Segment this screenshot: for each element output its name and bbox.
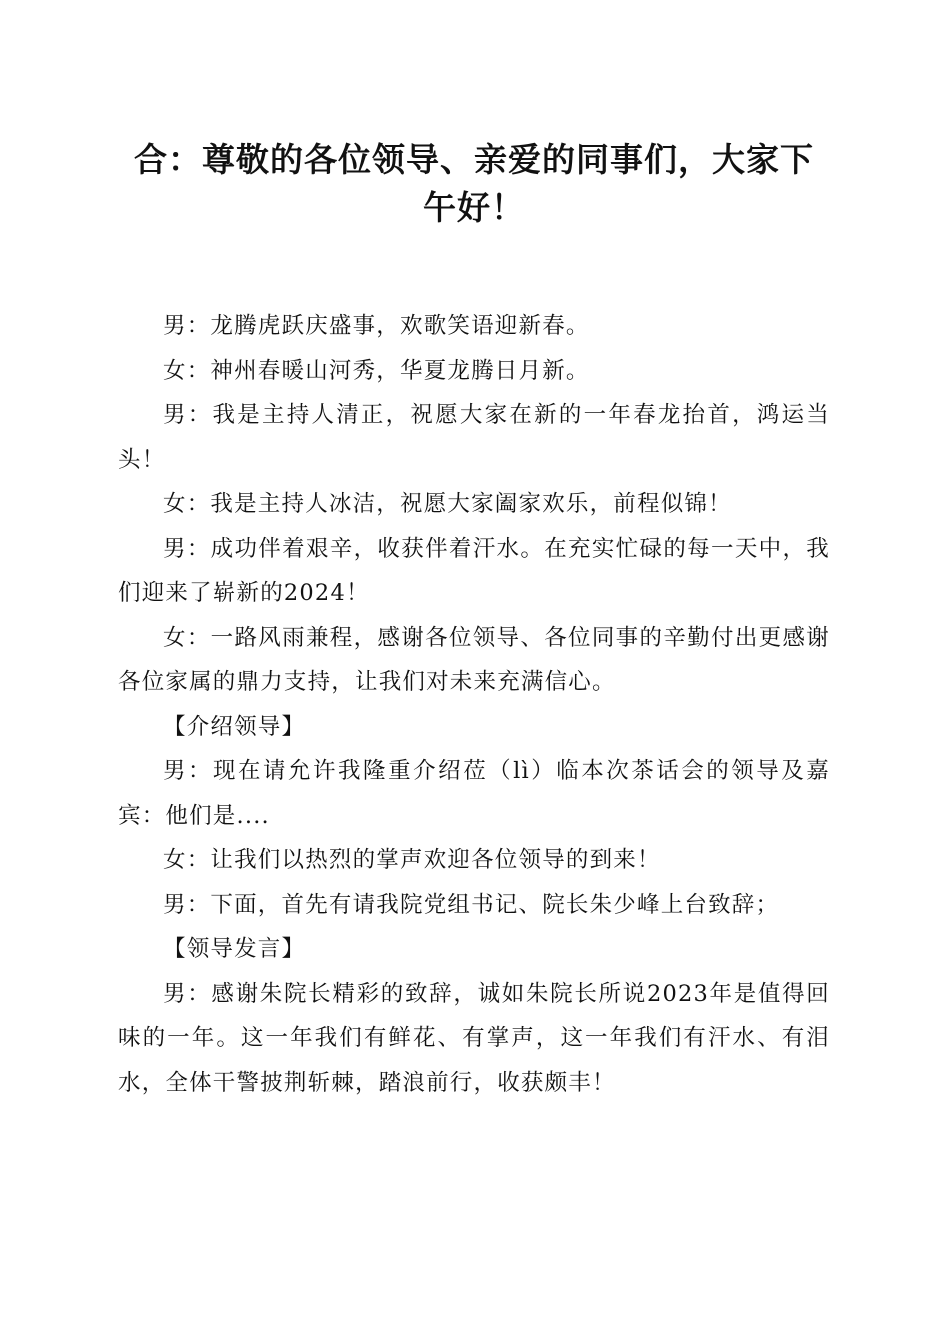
- document-page: [118, 136, 830, 1105]
- paragraph: 女：一路风雨兼程，感谢各位领导、各位同事的辛勤付出更感谢各位家属的鼎力支持，让我们对未来充满信心。: [118, 624, 830, 695]
- paragraph: 女：神州春暖山河秀，华夏龙腾日月新。: [163, 357, 590, 384]
- paragraph: 男：成功伴着艰辛，收获伴着汗水。在充实忙碌的每一天中，我们迎来了崭新的2024！: [118, 535, 830, 606]
- section-heading: 【领导发言】: [163, 936, 306, 962]
- paragraph: 男：龙腾虎跃庆盛事，欢歌笑语迎新春。: [163, 313, 590, 339]
- paragraph: 男：现在请允许我隆重介绍莅（lì）临本次茶话会的领导及嘉宾：他们是....: [118, 758, 830, 829]
- paragraph: 女：让我们以热烈的掌声欢迎各位领导的到来！: [163, 847, 661, 873]
- section-heading: 【介绍领导】: [163, 713, 306, 740]
- paragraph: 女：我是主持人冰洁，祝愿大家阖家欢乐，前程似锦！: [163, 491, 732, 517]
- paragraph: 男：下面，首先有请我院党组书记、院长朱少峰上台致辞；: [163, 891, 780, 918]
- paragraph: 男：我是主持人清正，祝愿大家在新的一年春龙抬首，鸿运当头！: [118, 402, 830, 473]
- paragraph: 男：感谢朱院长精彩的致辞，诚如朱院长所说2023年是值得回味的一年。这一年我们有鲜花、有掌声，这一年我们有汗水、有泪水，全体干警披荆斩棘，踏浪前行，收获颇丰！: [118, 980, 830, 1096]
- document-title: 合：尊敬的各位领导、亲爱的同事们，大家下午好！: [134, 140, 814, 227]
